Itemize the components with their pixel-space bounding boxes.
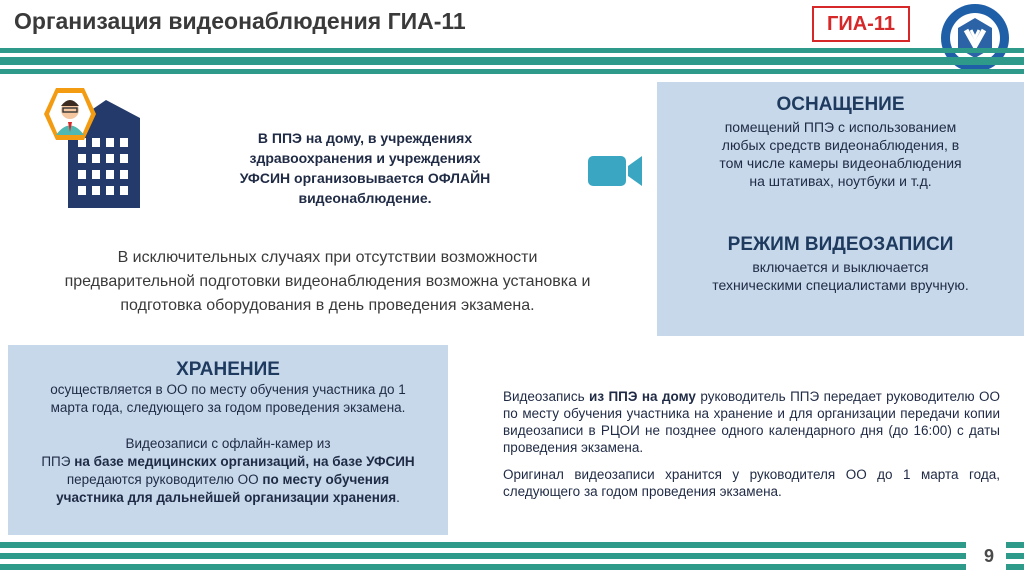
equipment-line: на штативах, ноутбуки и т.д. bbox=[749, 173, 932, 189]
header-stripe-3 bbox=[0, 69, 1024, 74]
equipment-line: любых средств видеонаблюдения, в bbox=[721, 137, 960, 153]
recording-line: включается и выключается bbox=[752, 259, 929, 275]
page-number: 9 bbox=[983, 546, 994, 566]
intro-line: УФСИН организовывается ОФЛАЙН bbox=[239, 170, 491, 186]
recording-heading: РЕЖИМ ВИДЕОЗАПИСИ bbox=[727, 234, 954, 255]
storage-p2-text: . bbox=[396, 490, 400, 505]
recording-line: техническими специалистами вручную. bbox=[712, 277, 969, 293]
building-person-icon bbox=[18, 86, 148, 211]
exam-badge: ГИА-11 bbox=[812, 6, 910, 42]
exception-line: В исключительных случаях при отсутствии возможности bbox=[117, 249, 538, 266]
storage-p2-text: передаются руководителю ОО bbox=[66, 472, 263, 487]
page-title: Организация видеонаблюдения ГИА-11 bbox=[14, 8, 466, 34]
equipment-panel bbox=[657, 82, 1024, 336]
storage-line: марта года, следующего за годом проведения экзамена. bbox=[50, 400, 406, 415]
storage-p2-line: Видеозаписи с офлайн-камер из bbox=[125, 436, 331, 451]
footer-stripe-3 bbox=[0, 564, 1024, 570]
header-stripe-2 bbox=[0, 57, 1024, 65]
footer-stripe-1 bbox=[0, 542, 1024, 548]
storage-p2-bold: по месту обучения bbox=[262, 472, 390, 487]
storage-line: осуществляется в ОО по месту обучения участника до 1 bbox=[50, 382, 406, 397]
storage-p2-bold: на базе медицинских организаций, на базе УФСИН bbox=[74, 454, 415, 469]
intro-line: здравоохранения и учреждениях bbox=[249, 150, 481, 166]
original-storage-paragraph: Оригинал видеозаписи хранится у руководителя ОО до 1 марта года, следующего за годом проведения экзамена. bbox=[503, 467, 1000, 499]
home-video-paragraph: Видеозапись из ППЭ на дому руководитель ППЭ передает руководителю ОО по месту обучения участника на хранение и для организации передачи копии видеозаписи в РЦОИ не позднее одного календарного дня (до 16:00) с даты проведения экзамена. bbox=[503, 389, 1000, 455]
equipment-line: помещений ППЭ с использованием bbox=[724, 119, 957, 135]
intro-line: видеонаблюдение. bbox=[298, 190, 432, 206]
header-stripe-1 bbox=[0, 48, 1024, 53]
equipment-heading: ОСНАЩЕНИЕ bbox=[776, 94, 905, 115]
exception-line: предварительной подготовки видеонаблюдения возможна установка и bbox=[64, 273, 591, 290]
storage-p2-text: ППЭ bbox=[41, 454, 75, 469]
footer-stripe-2 bbox=[0, 553, 1024, 559]
storage-p2-bold: участника для дальнейшей организации хранения bbox=[56, 490, 397, 505]
storage-heading: ХРАНЕНИЕ bbox=[176, 359, 280, 380]
equipment-line: том числе камеры видеонаблюдения bbox=[719, 155, 962, 171]
intro-line: В ППЭ на дому, в учреждениях bbox=[257, 130, 473, 146]
exception-line: подготовка оборудования в день проведения экзамена. bbox=[120, 297, 535, 314]
video-camera-icon bbox=[588, 154, 644, 188]
storage-panel bbox=[8, 345, 448, 535]
